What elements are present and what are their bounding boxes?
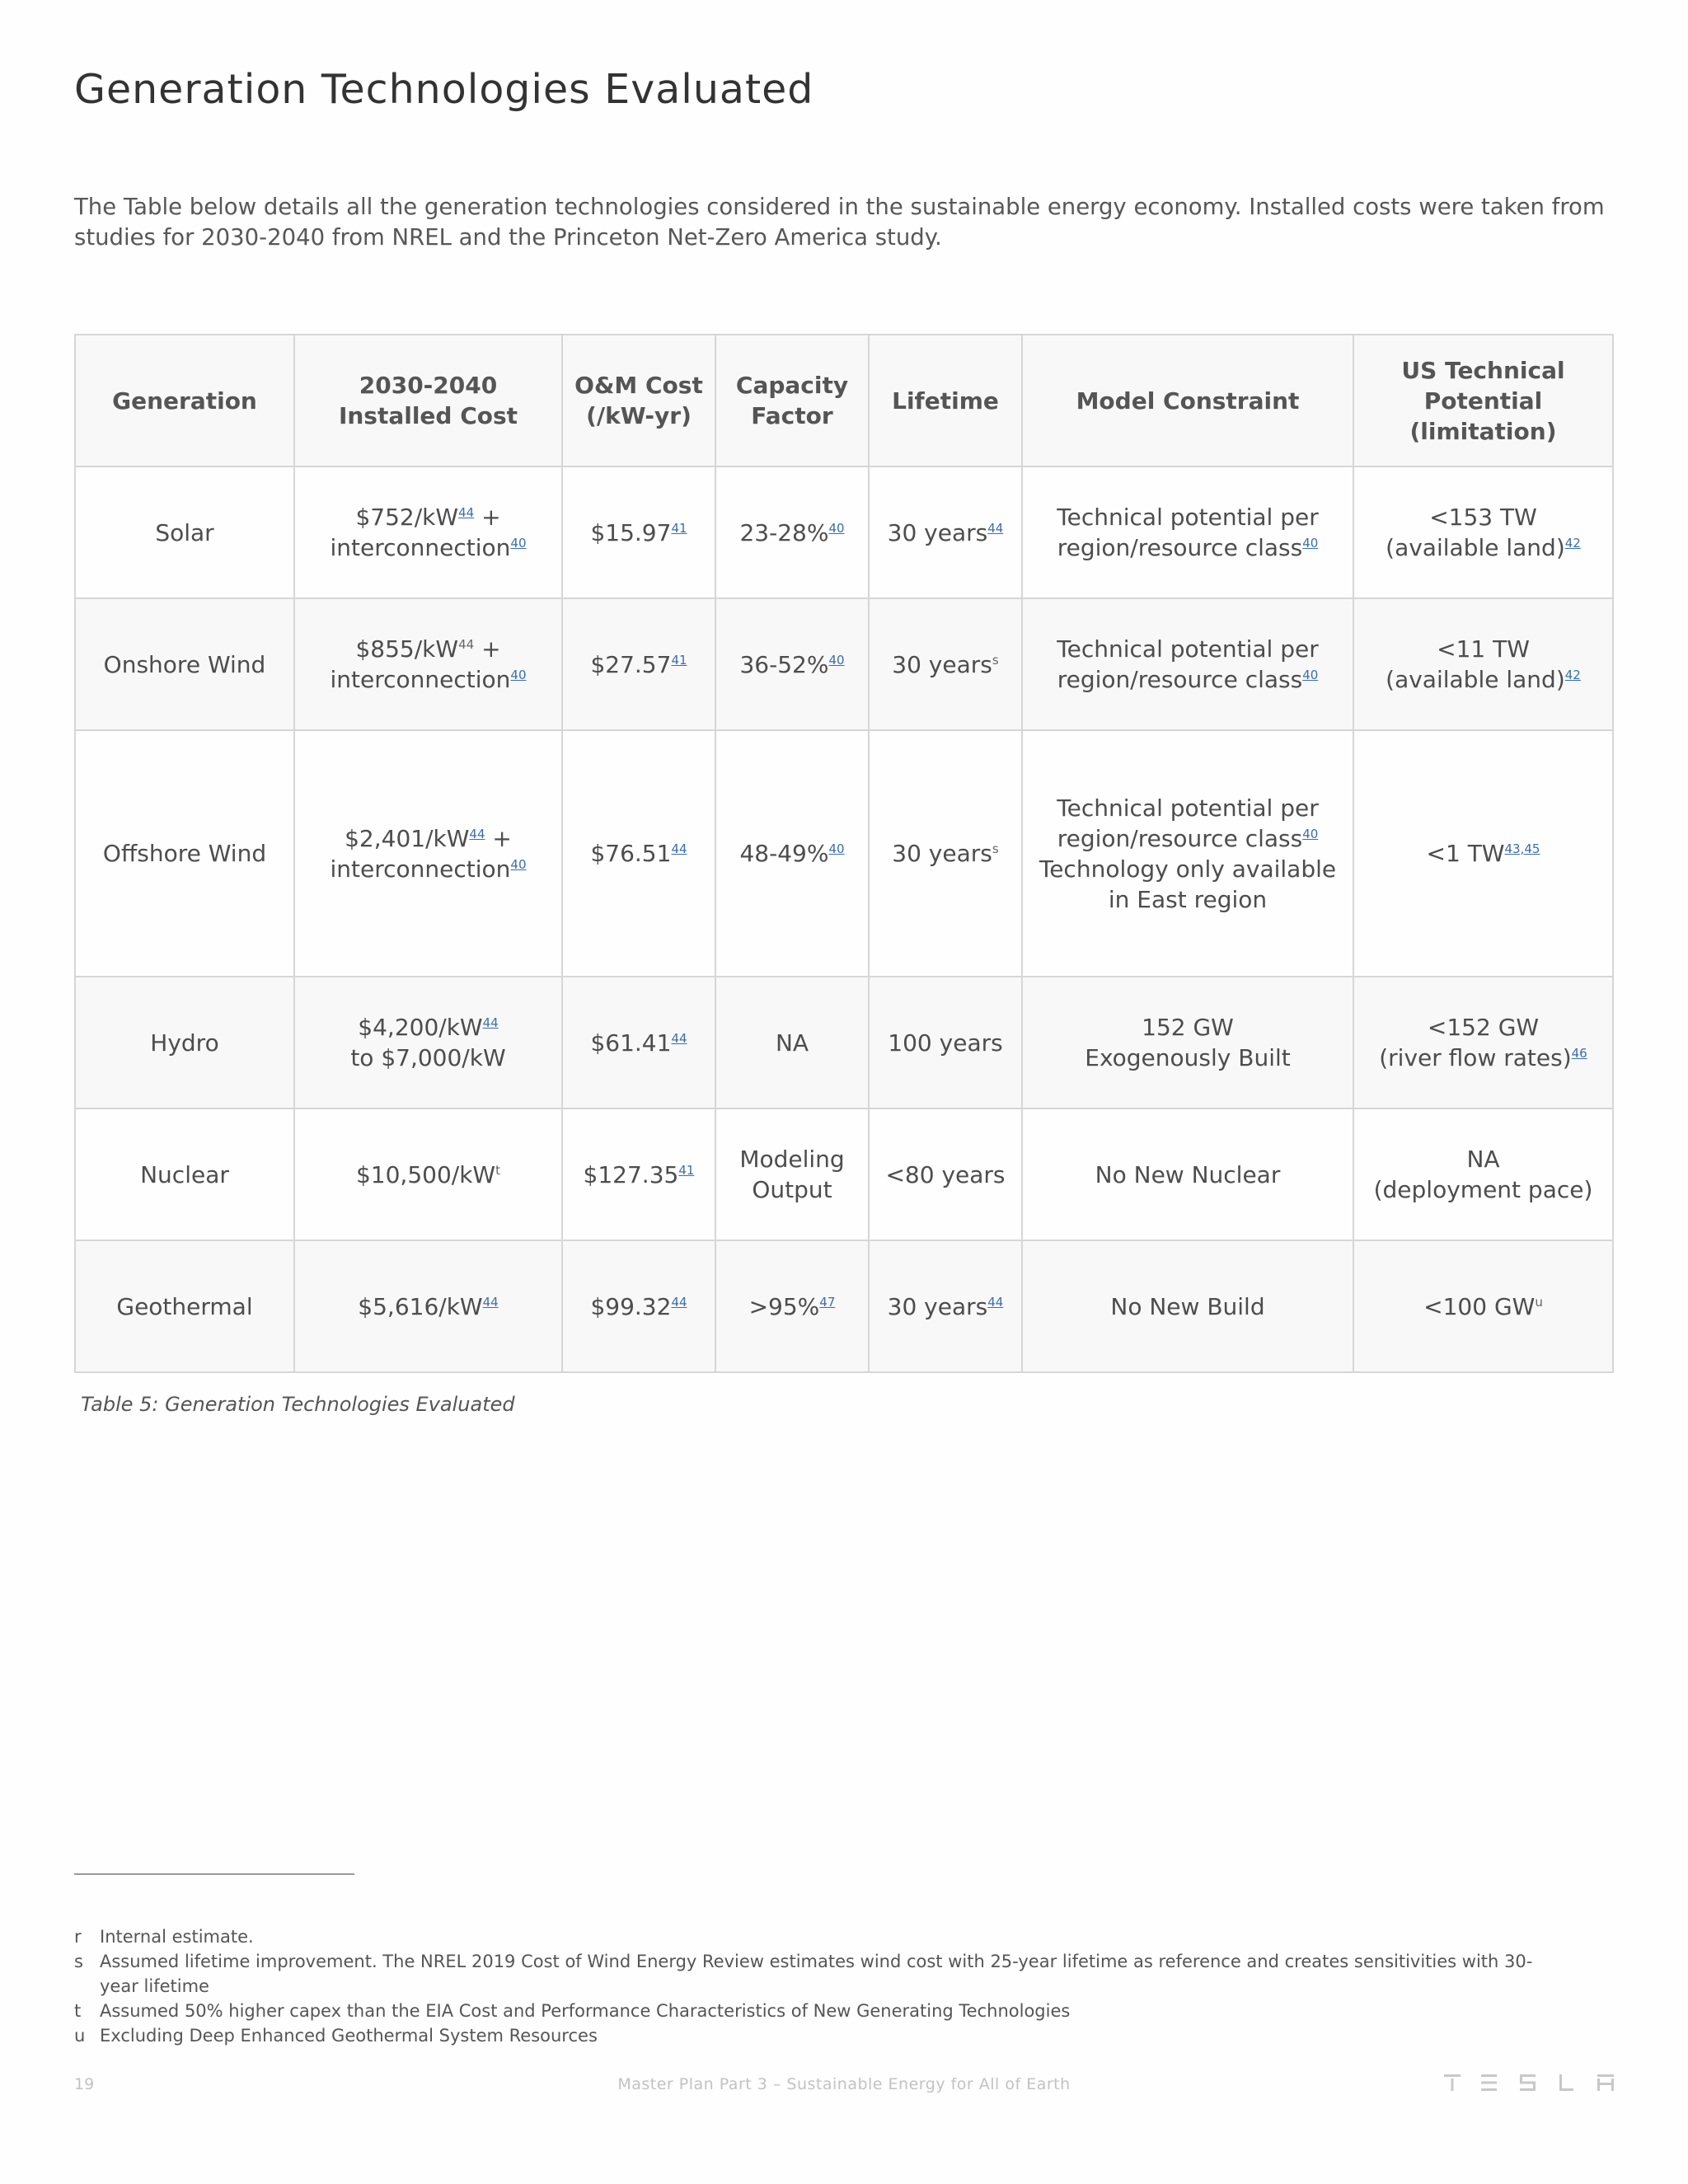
reference-link[interactable]: 43,45: [1504, 841, 1540, 856]
cell-capacity-factor: [715, 598, 869, 730]
cell-model-constraint: [1022, 466, 1353, 598]
om-value: $99.32: [590, 1292, 672, 1320]
cell-technical-potential: [1353, 730, 1613, 977]
om-value: $27.57: [590, 650, 672, 678]
reference-link[interactable]: 41: [671, 652, 687, 668]
capacity-value: 48-49%: [739, 840, 829, 867]
cell-generation: Onshore Wind: [75, 598, 294, 730]
generation-technologies-table: [74, 334, 1614, 1373]
lifetime-value: 30 years: [887, 1292, 988, 1320]
cell-capacity-factor: [715, 977, 869, 1108]
lifetime-value: 30 years: [892, 650, 992, 678]
footnote-text: Assumed lifetime improvement. The NREL 2019 Cost of Wind Energy Review estimates wind cost with 25-year lifetime as reference and creates sensitivities with 30-year lifetime: [100, 1952, 1533, 1996]
cell-model-constraint: [1022, 977, 1353, 1108]
cell-installed-cost: [294, 1240, 562, 1372]
footnote-mark: u: [74, 2026, 86, 2046]
cell-capacity-factor: [715, 730, 869, 977]
reference-link[interactable]: 40: [510, 668, 527, 682]
constraint-text: No New Build: [1110, 1292, 1265, 1320]
table-caption: Table 5: Generation Technologies Evaluated: [81, 1393, 515, 1416]
cost-value: $10,500/kW: [355, 1160, 496, 1188]
header-om-cost: O&M Cost (/kW-yr): [562, 335, 715, 466]
header-installed-cost: 2030-2040 Installed Cost: [294, 335, 562, 466]
reference-link[interactable]: 47: [819, 1294, 836, 1310]
potential-value: <11 TW: [1437, 635, 1530, 663]
reference-link[interactable]: 40: [1302, 826, 1319, 841]
footnote-text: Assumed 50% higher capex than the EIA Cost and Performance Characteristics of New Generating Technologies: [100, 2001, 1071, 2021]
footnote-mark: s: [74, 1952, 83, 1971]
cost-value: $4,200/kW: [358, 1014, 483, 1041]
cost-extra: + interconnection: [330, 635, 511, 693]
cell-model-constraint: [1022, 598, 1353, 730]
lifetime-value: 30 years: [887, 518, 988, 546]
table-header-row: [75, 335, 1613, 466]
cell-om-cost: [562, 730, 715, 977]
reference-link[interactable]: 40: [1302, 536, 1319, 551]
page-number: 19: [74, 2075, 95, 2093]
cost-extra: to $7,000/kW: [350, 1044, 506, 1071]
footer-document-title: Master Plan Part 3 – Sustainable Energy for All of Earth: [617, 2075, 1071, 2093]
constraint-text: No New Nuclear: [1095, 1160, 1281, 1188]
cell-lifetime: [869, 466, 1022, 598]
cell-installed-cost: [294, 977, 562, 1108]
reference-link[interactable]: 44: [482, 1015, 499, 1030]
header-technical-potential: US Technical Potential (limitation): [1353, 335, 1613, 466]
reference-link[interactable]: 40: [510, 856, 527, 872]
header-lifetime: Lifetime: [869, 335, 1022, 466]
cell-generation: Geothermal: [75, 1240, 294, 1372]
potential-limitation: (available land): [1386, 534, 1565, 561]
footnote-item: [74, 1949, 1558, 1999]
reference-link[interactable]: 40: [828, 841, 845, 856]
footnote-marker: s: [992, 841, 999, 856]
reference-link[interactable]: 44: [671, 1294, 687, 1310]
header-capacity-factor: Capacity Factor: [715, 335, 869, 466]
table-row: [75, 1240, 1613, 1372]
cell-generation: Hydro: [75, 977, 294, 1108]
cell-capacity-factor: [715, 1240, 869, 1372]
reference-link[interactable]: 46: [1571, 1046, 1587, 1061]
om-value: $61.41: [590, 1029, 672, 1057]
cell-capacity-factor: [715, 466, 869, 598]
capacity-value: Modeling Output: [739, 1146, 845, 1203]
header-model-constraint: Model Constraint: [1022, 335, 1353, 466]
constraint-text: Technical potential per region/resource class: [1057, 794, 1319, 852]
header-generation: Generation: [75, 335, 294, 466]
cell-om-cost: [562, 1240, 715, 1372]
cell-model-constraint: [1022, 1108, 1353, 1240]
cell-generation: Offshore Wind: [75, 730, 294, 977]
footnote-marker: s: [992, 652, 999, 668]
footnote-item: [74, 1999, 1558, 2023]
reference-link[interactable]: 42: [1564, 536, 1581, 551]
reference-link[interactable]: 44: [987, 520, 1004, 536]
reference-link[interactable]: 41: [678, 1162, 695, 1178]
reference-link[interactable]: 40: [1302, 668, 1319, 682]
potential-value: <153 TW: [1429, 504, 1537, 531]
footnote-item: [74, 2023, 1558, 2048]
potential-value: NA: [1466, 1146, 1500, 1173]
cell-generation: Nuclear: [75, 1108, 294, 1240]
footnote-text: Excluding Deep Enhanced Geothermal System Resources: [100, 2026, 598, 2046]
potential-limitation: (river flow rates): [1379, 1044, 1572, 1071]
cell-model-constraint: [1022, 1240, 1353, 1372]
cost-value: $2,401/kW: [345, 824, 470, 852]
reference-link[interactable]: 42: [1564, 668, 1581, 682]
constraint-text: Technical potential per region/resource class: [1057, 504, 1319, 561]
footnote-marker: u: [1535, 1294, 1543, 1310]
constraint-extra: Exogenously Built: [1085, 1044, 1291, 1071]
capacity-value: NA: [775, 1029, 809, 1057]
cell-technical-potential: [1353, 598, 1613, 730]
footnote-item: [74, 1924, 1558, 1949]
cell-lifetime: [869, 977, 1022, 1108]
table-row: [75, 1108, 1613, 1240]
table-row: [75, 977, 1613, 1108]
cell-lifetime: [869, 1108, 1022, 1240]
reference-link[interactable]: 40: [510, 536, 527, 551]
constraint-text: 152 GW: [1142, 1014, 1234, 1041]
cell-om-cost: [562, 598, 715, 730]
cell-technical-potential: [1353, 1108, 1613, 1240]
cell-om-cost: [562, 1108, 715, 1240]
constraint-text: Technical potential per region/resource class: [1057, 635, 1319, 693]
footnote-marker: t: [495, 1162, 500, 1178]
tesla-wordmark-icon: [1444, 2073, 1614, 2093]
cost-extra: + interconnection: [330, 824, 512, 883]
table-row: [75, 598, 1613, 730]
cell-installed-cost: [294, 1108, 562, 1240]
potential-value: <152 GW: [1427, 1014, 1540, 1041]
footnote-mark: r: [74, 1927, 82, 1947]
footnote-marker: 44: [458, 637, 475, 652]
lifetime-value: 30 years: [892, 840, 992, 867]
reference-link[interactable]: 40: [828, 652, 845, 668]
footnote-text: Internal estimate.: [100, 1927, 254, 1947]
reference-link[interactable]: 44: [469, 826, 485, 841]
page-title: Generation Technologies Evaluated: [74, 66, 814, 113]
reference-link[interactable]: 44: [482, 1294, 499, 1310]
cell-technical-potential: [1353, 466, 1613, 598]
reference-link[interactable]: 44: [671, 1030, 687, 1046]
reference-link[interactable]: 44: [671, 841, 687, 856]
footnote-mark: t: [74, 2001, 82, 2021]
reference-link[interactable]: 41: [671, 520, 687, 536]
intro-paragraph: The Table below details all the generation technologies considered in the sustainable energy economy. Installed costs were taken from studies for 2030-2040 from NREL and the Princeton Net-Zero America study.: [74, 194, 1605, 251]
cell-installed-cost: [294, 730, 562, 977]
lifetime-value: <80 years: [885, 1160, 1006, 1188]
reference-link[interactable]: 44: [987, 1294, 1004, 1310]
potential-value: <100 GW: [1423, 1292, 1536, 1320]
table-row: [75, 730, 1613, 977]
potential-value: <1 TW: [1426, 840, 1505, 867]
capacity-value: 36-52%: [739, 650, 829, 678]
lifetime-value: 100 years: [888, 1029, 1003, 1057]
cell-capacity-factor: [715, 1108, 869, 1240]
reference-link[interactable]: 44: [458, 505, 475, 520]
cell-om-cost: [562, 466, 715, 598]
cost-value: $855/kW: [355, 635, 459, 663]
om-value: $76.51: [590, 840, 672, 867]
footnote-divider: [74, 1873, 354, 1875]
potential-limitation: (deployment pace): [1373, 1176, 1593, 1203]
cell-om-cost: [562, 977, 715, 1108]
cell-technical-potential: [1353, 977, 1613, 1108]
cell-generation: Solar: [75, 466, 294, 598]
reference-link[interactable]: 40: [828, 520, 845, 536]
cell-technical-potential: [1353, 1240, 1613, 1372]
constraint-extra: Technology only available in East region: [1039, 855, 1337, 913]
cell-installed-cost: [294, 598, 562, 730]
capacity-value: >95%: [748, 1292, 820, 1320]
capacity-value: 23-28%: [739, 518, 829, 546]
cell-lifetime: [869, 1240, 1022, 1372]
om-value: $127.35: [583, 1160, 679, 1188]
om-value: $15.97: [590, 518, 672, 546]
cost-value: $5,616/kW: [358, 1292, 483, 1320]
cell-model-constraint: [1022, 730, 1353, 977]
table-row: [75, 466, 1613, 598]
cell-lifetime: [869, 730, 1022, 977]
cost-value: $752/kW: [355, 504, 459, 531]
cell-lifetime: [869, 598, 1022, 730]
cell-installed-cost: [294, 466, 562, 598]
footnotes: [74, 1924, 1558, 2048]
cost-extra: + interconnection: [330, 504, 511, 561]
potential-limitation: (available land): [1386, 666, 1565, 693]
